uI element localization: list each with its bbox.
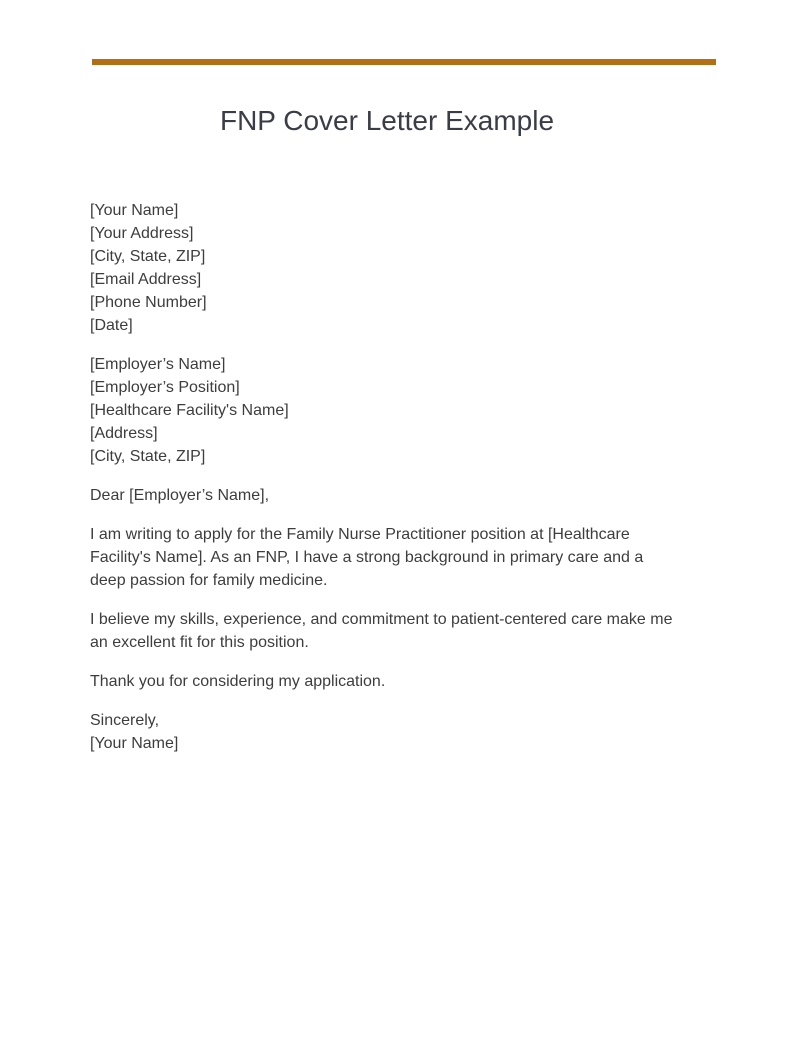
facility-name: [Healthcare Facility's Name] xyxy=(90,402,289,419)
letter-body xyxy=(90,199,690,771)
sender-city-state-zip: [City, State, ZIP] xyxy=(90,248,206,265)
document-title: FNP Cover Letter Example xyxy=(219,105,555,136)
paragraph-line: I believe my skills, experience, and commitment to patient-centered care make me xyxy=(90,611,673,628)
recipient-address: [Address] xyxy=(90,425,158,442)
sender-address: [Your Address] xyxy=(90,225,194,242)
letter-date: [Date] xyxy=(90,317,133,334)
recipient-city-state-zip: [City, State, ZIP] xyxy=(90,448,206,465)
paragraph-line: I am writing to apply for the Family Nurse Practitioner position at [Healthcare xyxy=(90,526,630,543)
signature: [Your Name] xyxy=(90,735,179,752)
employer-name: [Employer’s Name] xyxy=(90,356,226,373)
closing: Sincerely, xyxy=(90,712,160,729)
sender-address-block xyxy=(90,199,690,337)
paragraph-line: an excellent fit for this position. xyxy=(90,634,309,651)
sender-email: [Email Address] xyxy=(90,271,202,288)
closing-block xyxy=(90,709,690,755)
paragraph-line: Thank you for considering my application. xyxy=(90,673,386,690)
body-paragraph-2 xyxy=(90,608,690,654)
header-rule xyxy=(92,59,716,65)
employer-position: [Employer’s Position] xyxy=(90,379,240,396)
body-paragraph-3 xyxy=(90,670,690,693)
recipient-address-block xyxy=(90,353,690,468)
sender-phone: [Phone Number] xyxy=(90,294,207,311)
salutation: Dear [Employer’s Name], xyxy=(90,487,270,504)
paragraph-line: Facility's Name]. As an FNP, I have a strong background in primary care and a xyxy=(90,549,644,566)
body-paragraph-1 xyxy=(90,523,690,592)
sender-name: [Your Name] xyxy=(90,202,179,219)
paragraph-line: deep passion for family medicine. xyxy=(90,572,328,589)
